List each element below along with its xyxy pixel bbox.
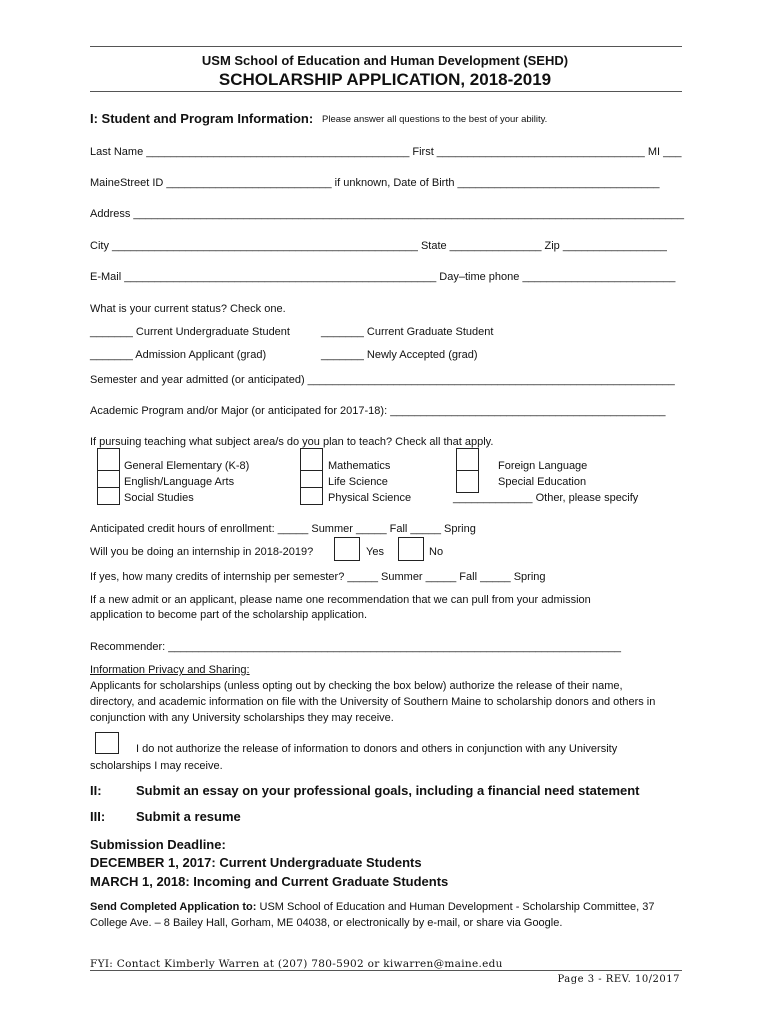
checkbox-english[interactable] (97, 470, 120, 488)
credit-hours-field[interactable]: Anticipated credit hours of enrollment: _____ Summer _____ Fall _____ Spring (90, 523, 476, 535)
subject-social-studies: Social Studies (124, 492, 194, 504)
section2-number: II: (90, 783, 102, 798)
send-label: Send Completed Application to: (90, 901, 257, 913)
opt-out-text-1: I do not authorize the release of information to donors and others in conjunction with any University (136, 743, 618, 755)
section2-text: Submit an essay on your professional goals, including a financial need statement (136, 783, 640, 798)
privacy-heading: Information Privacy and Sharing: (90, 664, 250, 676)
section3-text: Submit a resume (136, 809, 241, 824)
internship-no-label: No (429, 546, 444, 558)
checkbox-internship-no[interactable] (398, 537, 424, 561)
checkbox-opt-out[interactable] (95, 732, 119, 754)
internship-yes-label: Yes (366, 546, 384, 558)
city-field[interactable]: City __________________________________________________ State _______________ Zip _________________ (90, 240, 667, 252)
last-name-field[interactable]: Last Name ___________________________________________ First __________________________________ MI ___ (90, 146, 682, 158)
subject-english: English/Language Arts (124, 476, 235, 488)
recommender-field[interactable]: Recommender: __________________________________________________________________________ (90, 641, 621, 653)
checkbox-foreign-language[interactable] (456, 448, 479, 471)
subject-life-science: Life Science (328, 476, 388, 488)
teaching-question: If pursuing teaching what subject area/s do you plan to teach? Check all that apply. (90, 436, 494, 448)
send-text-1: USM School of Education and Human Development - Scholarship Committee, 37 (256, 901, 655, 913)
send-text-2: College Ave. – 8 Bailey Hall, Gorham, ME 04038, or electronically by e-mail, or share via Google. (90, 917, 563, 929)
internship-credits-field[interactable]: If yes, how many credits of internship per semester? _____ Summer _____ Fall _____ Spring (90, 571, 546, 583)
school-subtitle: USM School of Education and Human Development (SEHD) (201, 53, 569, 68)
section1-heading: I: Student and Program Information: (90, 111, 314, 126)
page-title: SCHOLARSHIP APPLICATION, 2018-2019 (218, 70, 552, 89)
page-number: Page 3 - REV. 10/2017 (557, 974, 680, 985)
program-field[interactable]: Academic Program and/or Major (or anticipated for 2017-18): _____________________________________________ (90, 405, 666, 417)
status-admission-applicant[interactable]: _______ Admission Applicant (grad) (90, 349, 267, 361)
semester-field[interactable]: Semester and year admitted (or anticipated) ____________________________________________________________ (90, 374, 675, 386)
checkbox-special-education[interactable] (456, 470, 479, 493)
top-rule (90, 46, 682, 47)
deadline-grad: MARCH 1, 2018: Incoming and Current Graduate Students (90, 874, 449, 889)
send-address-line-1 (90, 901, 654, 913)
checkbox-general-elementary[interactable] (97, 448, 120, 471)
mainestreet-id-field[interactable]: MaineStreet ID ___________________________ if unknown, Date of Birth _________________________________ (90, 177, 660, 189)
recommendation-text-1: If a new admit or an applicant, please name one recommendation that we can pull from your admission (90, 594, 591, 606)
status-question: What is your current status? Check one. (90, 303, 286, 315)
recommendation-text-2: application to become part of the scholarship application. (90, 609, 368, 621)
subject-mathematics: Mathematics (328, 460, 391, 472)
address-field[interactable]: Address __________________________________________________________________________________________ (90, 208, 684, 220)
subject-physical-science: Physical Science (328, 492, 412, 504)
checkbox-life-science[interactable] (300, 470, 323, 488)
subject-general-elementary: General Elementary (K-8) (124, 460, 250, 472)
checkbox-internship-yes[interactable] (334, 537, 360, 561)
status-newly-accepted[interactable]: _______ Newly Accepted (grad) (321, 349, 478, 361)
opt-out-text-2: scholarships I may receive. (90, 760, 223, 772)
status-grad[interactable]: _______ Current Graduate Student (321, 326, 494, 338)
footer-rule (90, 970, 682, 971)
section3-number: III: (90, 809, 106, 824)
privacy-text-2: directory, and academic information on file with the University of Southern Maine to scholarship donors and others in (90, 696, 656, 708)
subject-special-education: Special Education (498, 476, 587, 488)
privacy-text-1: Applicants for scholarships (unless opting out by checking the box below) authorize the release of their name, (90, 680, 623, 692)
title-rule (90, 91, 682, 92)
deadline-heading: Submission Deadline: (90, 837, 226, 852)
email-field[interactable]: E-Mail ___________________________________________________ Day–time phone _________________________ (90, 271, 676, 283)
fyi-contact: FYI: Contact Kimberly Warren at (207) 780-5902 or kiwarren@maine.edu (90, 958, 503, 970)
checkbox-physical-science[interactable] (300, 487, 323, 505)
privacy-text-3: conjunction with any University scholarships they may receive. (90, 712, 394, 724)
deadline-undergrad: DECEMBER 1, 2017: Current Undergraduate Students (90, 855, 422, 870)
checkbox-social-studies[interactable] (97, 487, 120, 505)
internship-question: Will you be doing an internship in 2018-2019? (90, 546, 314, 558)
subject-foreign-language: Foreign Language (498, 460, 588, 472)
section1-instruction: Please answer all questions to the best of your ability. (322, 114, 548, 125)
status-undergrad[interactable]: _______ Current Undergraduate Student (90, 326, 290, 338)
subject-other-field[interactable]: _____________ Other, please specify (453, 492, 639, 504)
checkbox-mathematics[interactable] (300, 448, 323, 471)
